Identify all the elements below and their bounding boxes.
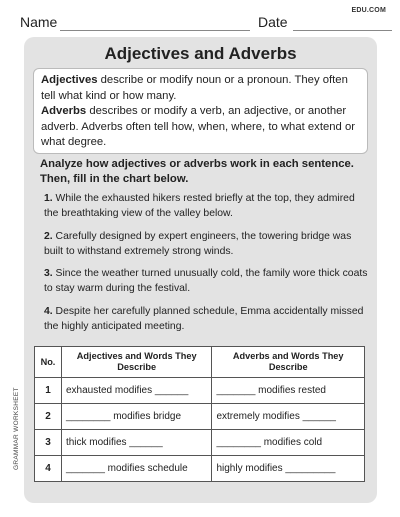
definitions-box — [33, 68, 368, 154]
sentence-item — [44, 304, 369, 335]
adverb-answer-cell[interactable]: highly modifies _________ — [212, 456, 365, 482]
header-no: No. — [35, 347, 62, 378]
adverb-answer-cell[interactable]: _______ modifies rested — [212, 378, 365, 404]
sentence-number: 3. — [44, 268, 53, 280]
sentence-list — [44, 191, 369, 341]
sentence-item — [44, 191, 369, 222]
adverb-answer-cell[interactable]: ________ modifies cold — [212, 430, 365, 456]
row-number: 3 — [35, 430, 62, 456]
adjective-answer-cell[interactable]: thick modifies ______ — [61, 430, 212, 456]
page-title: Adjectives and Adverbs — [104, 44, 297, 63]
name-line[interactable] — [60, 30, 250, 31]
adjectives-term: Adjectives — [41, 74, 98, 86]
adverbs-text: describes or modify a verb, an adjective, or another adverb. Adverbs often tell how, when, where, to what extend or what degree. — [41, 105, 355, 149]
name-label: Name — [20, 14, 58, 30]
row-number: 1 — [35, 378, 62, 404]
adverbs-term: Adverbs — [41, 105, 87, 118]
sentence-text: Since the weather turned unusually cold, the family wore thick coats to stay warm during the festival. — [44, 268, 368, 295]
adjective-answer-cell[interactable]: exhausted modifies ______ — [61, 378, 212, 404]
table-row — [35, 404, 365, 430]
table-header-row — [35, 347, 365, 378]
adjective-answer-cell[interactable]: _______ modifies schedule — [61, 456, 212, 482]
worksheet-header — [20, 14, 392, 34]
adverbs-definition — [41, 104, 360, 151]
sentence-number: 1. — [44, 193, 53, 204]
table-row — [35, 378, 365, 404]
brand-logo: EDU.COM — [351, 7, 386, 14]
side-label: GRAMMAR WORKSHEET — [13, 387, 20, 470]
sentence-text: Despite her carefully planned schedule, Emma accidentally missed the highly anticipated meeting. — [44, 305, 364, 333]
date-line[interactable] — [293, 30, 392, 31]
table-row — [35, 430, 365, 456]
row-number: 2 — [35, 404, 62, 430]
adjectives-text: describe or modify noun or a pronoun. They often tell what kind or how many. — [41, 74, 348, 102]
answer-table — [34, 346, 365, 482]
header-adjectives: Adjectives and Words They Describe — [61, 347, 212, 378]
row-number: 4 — [35, 456, 62, 482]
adjective-answer-cell[interactable]: ________ modifies bridge — [61, 404, 212, 430]
adjectives-definition — [41, 73, 360, 104]
sentence-text: Carefully designed by expert engineers, the towering bridge was built to withstand extremely strong winds. — [44, 230, 352, 257]
sentence-item — [44, 266, 369, 297]
date-label: Date — [258, 14, 288, 30]
sentence-text: While the exhausted hikers rested briefly at the top, they admired the breathtaking view of the valley below. — [44, 193, 355, 220]
sentence-number: 2. — [44, 230, 53, 242]
header-adverbs: Adverbs and Words They Describe — [212, 347, 365, 378]
instructions: Analyze how adjectives or adverbs work in each sentence. Then, fill in the chart below. — [40, 158, 354, 185]
sentence-number: 4. — [44, 305, 53, 317]
sentence-item — [44, 229, 369, 260]
adverb-answer-cell[interactable]: extremely modifies ______ — [212, 404, 365, 430]
table-row — [35, 456, 365, 482]
